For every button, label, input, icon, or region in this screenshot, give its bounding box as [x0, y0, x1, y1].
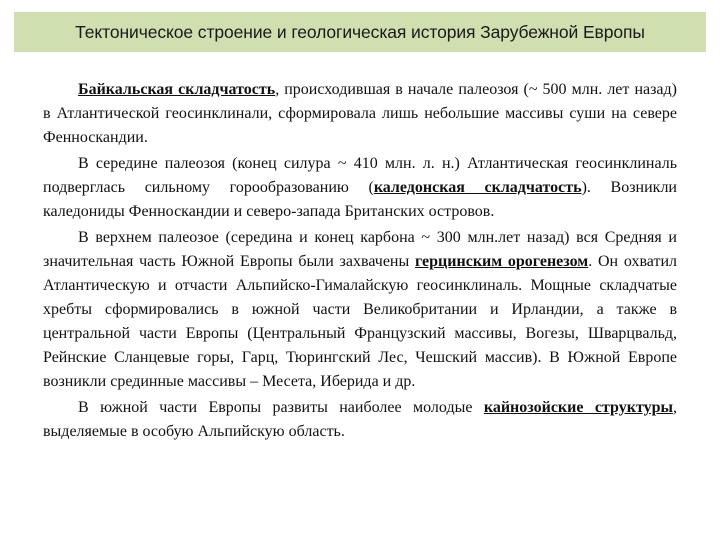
paragraph-text: , происходившая в начале палеозоя (~ 500 млн. лет назад) в Атлантической геосинклинали, сформировала лишь небольшие массивы суши на севере Фенноскандии. — [43, 81, 677, 146]
paragraph-text: . Он охватил Атлантическую и отчасти Альпийско-Гималайскую геосинклиналь. Мощные складчатые хребты сформировались в южной части Великобритании и Ирландии, а также в центральной части Европы (Центральный Французский массивы, Вогезы, Шварцвальд, Рейнские Сланцевые горы, Гарц, Тюрингский Лес, Чешский массив). В Южной Европе возникли срединные массивы – Месета, Иберида и др. — [43, 253, 678, 390]
paragraph-hercynian — [43, 226, 677, 394]
paragraph-cenozoic — [43, 396, 677, 444]
title-bar — [14, 12, 706, 52]
term-cenozoic-structures: кайнозойские структуры — [483, 399, 673, 416]
page-title: Тектоническое строение и геологическая история Зарубежной Европы — [75, 21, 645, 42]
term-caledonian-folding: каледонская складчатость — [373, 179, 582, 196]
paragraph-text: ). Возникли каледониды Фенноскандии и северо-запада Британских островов. — [43, 179, 677, 220]
paragraph-text: В верхнем палеозое (середина и конец карбона ~ 300 млн.лет назад) вся Средняя и значительная часть Южной Европы были захвачены — [43, 229, 677, 270]
term-hercynian-orogeny: герцинским орогенезом — [415, 253, 589, 270]
paragraph-text: В южной части Европы развиты наиболее молодые — [78, 399, 484, 416]
term-baikal-folding: Байкальская складчатость — [78, 81, 276, 98]
text-body — [43, 78, 677, 446]
paragraph-text: В середине палеозоя (конец силура ~ 410 млн. л. н.) Атлантическая геосинклиналь подверглась сильному горообразованию ( — [43, 155, 677, 196]
paragraph-caledonian — [43, 152, 677, 224]
paragraph-text: , выделяемые в особую Альпийскую область. — [43, 399, 677, 440]
paragraph-baikal — [43, 78, 677, 150]
